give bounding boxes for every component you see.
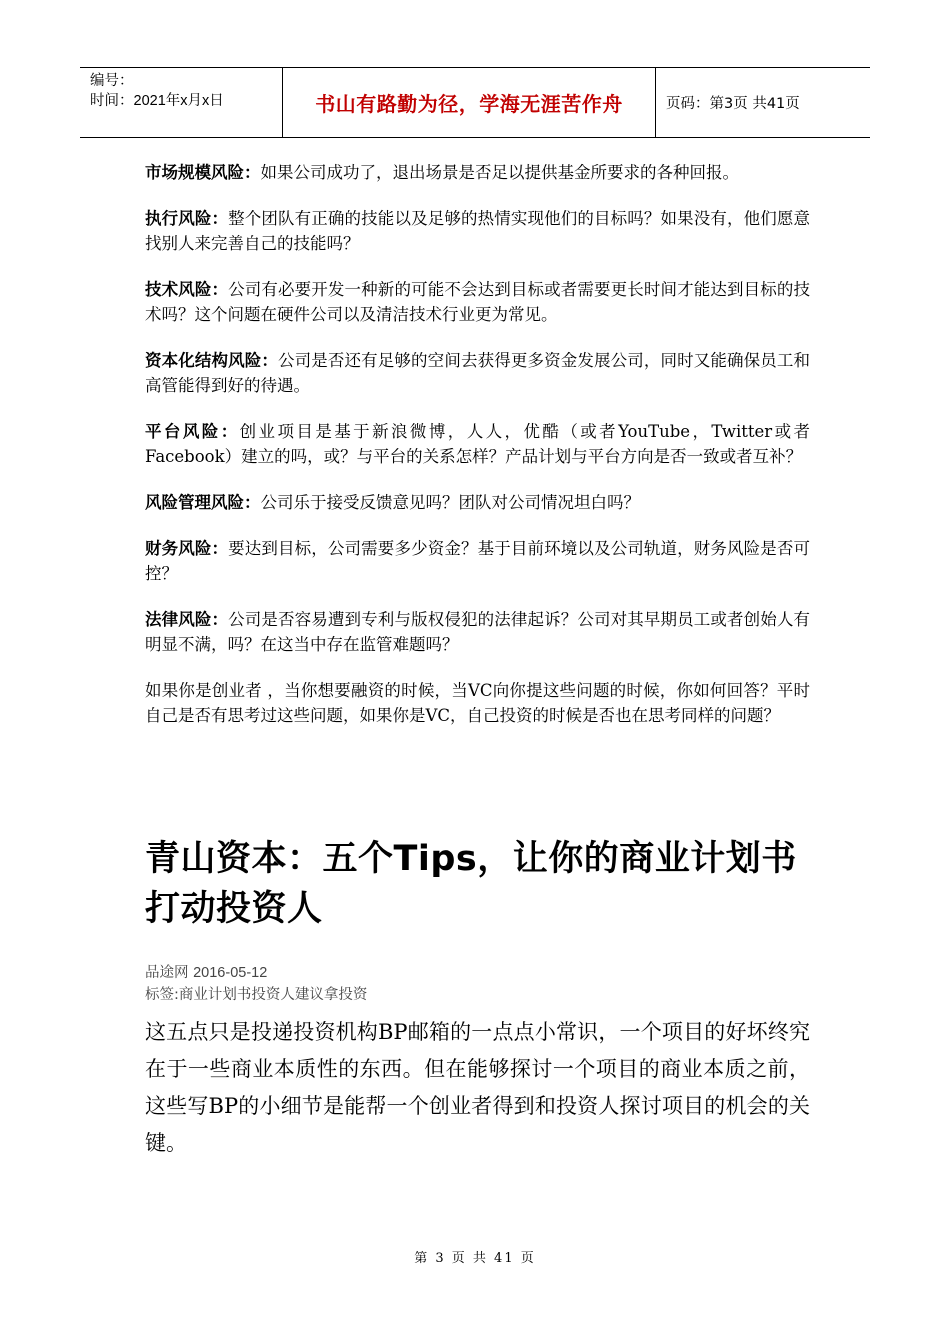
closing-paragraph xyxy=(145,678,810,728)
article-tags: 标签:商业计划书投资人建议拿投资 xyxy=(145,987,368,1003)
paragraph xyxy=(145,206,810,256)
paragraph xyxy=(145,160,810,185)
number-label: 编号： xyxy=(90,73,134,89)
risk-label: 资本化结构风险： xyxy=(145,351,279,370)
risk-text: 公司有必要开发一种新的可能不会达到目标或者需要更长时间才能达到目标的技术吗？这个问题在硬件公司以及清洁技术行业更为常见。 xyxy=(145,280,811,324)
page-footer: 第 3 页 共 41 页 xyxy=(414,1251,536,1266)
paragraph xyxy=(145,490,810,515)
risk-label: 风险管理风险： xyxy=(145,493,261,512)
closing-text: 如果你是创业者 ，当你想要融资的时候，当VC向你提这些问题的时候，你如何回答？平时自己是否有思考过这些问题，如果你是VC，自己投资的时候是否也在思考同样的问题？ xyxy=(145,681,810,725)
risk-text: 要达到目标，公司需要多少资金？基于目前环境以及公司轨道，财务风险是否可控？ xyxy=(145,539,811,583)
header-motto-cell xyxy=(282,68,656,137)
article-title: 青山资本：五个Tips，让你的商业计划书打动投资人 xyxy=(145,839,797,929)
paragraph xyxy=(145,419,810,469)
article-lead: 这五点只是投递投资机构BP邮箱的一点点小常识，一个项目的好坏终究在于一些商业本质性的东西。但在能够探讨一个项目的商业本质之前，这些写BP的小细节是能帮一个创业者得到和投资人探讨项目的机会的关键。 xyxy=(145,1020,810,1155)
risk-text: 如果公司成功了，退出场景是否足以提供基金所要求的各种回报。 xyxy=(260,163,739,182)
risk-label: 财务风险： xyxy=(145,539,229,558)
page-code: 页码：第3页 共41页 xyxy=(666,96,800,112)
source-line xyxy=(145,962,367,984)
risk-text: 公司是否还有足够的空间去获得更多资金发展公司，同时又能确保员工和高管能得到好的待遇。 xyxy=(145,351,811,395)
risk-text: 公司是否容易遭到专利与版权侵犯的法律起诉？公司对其早期员工或者创始人有明显不满，吗？在这当中存在监管难题吗？ xyxy=(145,610,811,654)
paragraph xyxy=(145,348,810,398)
header-meta-cell xyxy=(80,68,282,137)
risk-text: 整个团队有正确的技能以及足够的热情实现他们的目标吗？如果没有，他们愿意找别人来完善自己的技能吗？ xyxy=(145,209,811,253)
motto: 书山有路勤为径，学海无涯苦作舟 xyxy=(315,92,623,116)
risk-list xyxy=(145,160,810,749)
risk-label: 平台风险： xyxy=(145,422,240,441)
paragraph xyxy=(145,607,810,657)
time-label: 时间：2021年x月x日 xyxy=(90,93,224,109)
risk-text: 创业项目是基于新浪微博，人人，优酷（或者YouTube，Twitter或者Facebook）建立的吗，或？与平台的关系怎样？产品计划与平台方向是否一致或者互补？ xyxy=(145,422,810,466)
article-meta xyxy=(145,962,367,1006)
risk-label: 法律风险： xyxy=(145,610,229,629)
document-header xyxy=(80,67,870,138)
risk-text: 公司乐于接受反馈意见吗？团队对公司情况坦白吗？ xyxy=(260,493,640,512)
paragraph xyxy=(145,536,810,586)
risk-label: 市场规模风险： xyxy=(145,163,261,182)
risk-label: 技术风险： xyxy=(145,280,229,299)
header-page-cell xyxy=(656,68,870,137)
article-source: 品途网 xyxy=(145,965,189,981)
risk-label: 执行风险： xyxy=(145,209,229,228)
paragraph xyxy=(145,277,810,327)
article-date: 2016-05-12 xyxy=(193,965,268,981)
